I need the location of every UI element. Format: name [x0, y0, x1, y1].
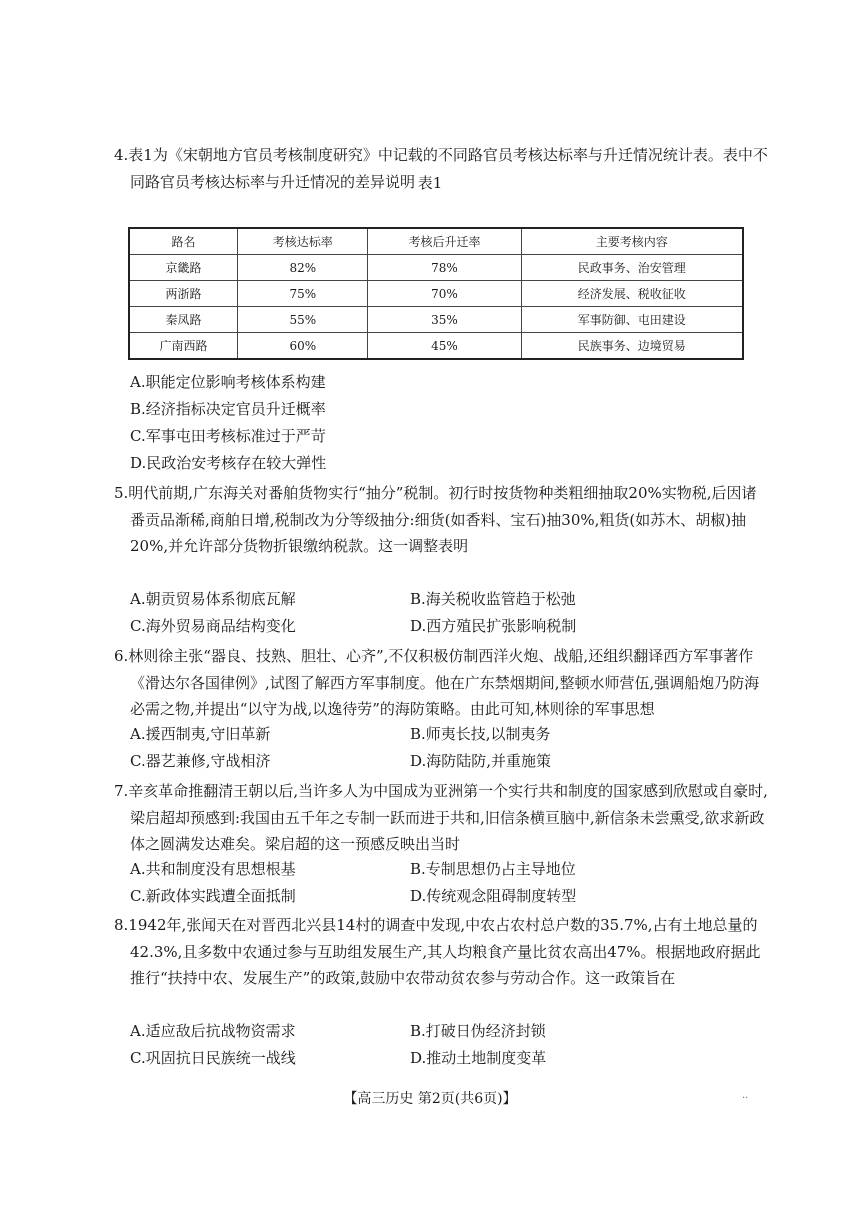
table-cell: 70% [368, 281, 521, 307]
table-row [129, 255, 743, 281]
table-header-row [129, 228, 743, 255]
table-row [129, 333, 743, 360]
q8-option-b: B.打破日伪经济封锁 [410, 1022, 546, 1040]
q5-option-b: B.海关税收监管趋于松弛 [410, 590, 576, 608]
question-6-stem: 6.林则徐主张“器良、技熟、胆壮、心齐”,不仅积极仿制西洋火炮、战船,还组织翻译西方军事著作《滑达尔各国律例》,试图了解西方军事制度。他在广东禁烟期间,整顿水师营伍,强调船炮乃防海必需之物,并提出“以守为战,以逸待劳”的海防策略。由此可知,林则徐的军事思想 [114, 647, 760, 718]
table-row [129, 307, 743, 333]
table-cell: 45% [368, 333, 521, 360]
table-cell: 民族事务、边境贸易 [521, 333, 743, 360]
table-cell: 广南西路 [129, 333, 238, 360]
table-cell: 军事防御、屯田建设 [521, 307, 743, 333]
q8-option-d: D.推动土地制度变革 [410, 1049, 547, 1067]
q5-option-d: D.西方殖民扩张影响税制 [410, 617, 577, 635]
table-cell: 民政事务、治安管理 [521, 255, 743, 281]
table-cell: 35% [368, 307, 521, 333]
q8-option-a: A.适应敌后抗战物资需求 [130, 1022, 296, 1040]
table-cell: 秦凤路 [129, 307, 238, 333]
table-caption: 表1 [417, 174, 443, 192]
q4-option-b: B.经济指标决定官员升迁概率 [130, 400, 326, 418]
q6-option-b: B.师夷长技,以制夷务 [410, 725, 551, 743]
question-4-stem: 4.表1为《宋朝地方官员考核制度研究》中记载的不同路官员考核达标率与升迁情况统计表。表中不同路官员考核达标率与升迁情况的差异说明 [114, 146, 768, 191]
q7-option-a: A.共和制度没有思想根基 [130, 860, 296, 878]
q7-option-c: C.新政体实践遭全面抵制 [130, 887, 296, 905]
q6-option-c: C.器艺兼修,守战相济 [130, 752, 271, 770]
table-header-cell: 考核达标率 [238, 228, 368, 255]
q5-option-a: A.朝贡贸易体系彻底瓦解 [130, 590, 296, 608]
q5-option-c: C.海外贸易商品结构变化 [130, 617, 296, 635]
q4-option-c: C.军事屯田考核标准过于严苛 [130, 427, 326, 445]
table-header-cell: 考核后升迁率 [368, 228, 521, 255]
table-row [129, 281, 743, 307]
table-cell: 75% [238, 281, 368, 307]
table-cell: 经济发展、税收征收 [521, 281, 743, 307]
table-cell: 两浙路 [129, 281, 238, 307]
table-header-cell: 路名 [129, 228, 238, 255]
table-cell: 60% [238, 333, 368, 360]
table-cell: 78% [368, 255, 521, 281]
q8-option-c: C.巩固抗日民族统一战线 [130, 1049, 296, 1067]
page-footer: 【高三历史 第2页(共6页)】 [343, 1091, 517, 1107]
table-cell: 京畿路 [129, 255, 238, 281]
q4-option-d: D.民政治安考核存在较大弹性 [130, 454, 327, 472]
stats-table [128, 227, 744, 360]
q4-option-a: A.职能定位影响考核体系构建 [130, 373, 326, 391]
table-cell: 82% [238, 255, 368, 281]
q6-option-a: A.援西制夷,守旧革新 [130, 725, 271, 743]
corner-mark: .. [742, 1090, 749, 1101]
question-8-stem: 8.1942年,张闻天在对晋西北兴县14村的调查中发现,中农占农村总户数的35.7%,占有土地总量的42.3%,且多数中农通过参与互助组发展生产,其人均粮食产量比贫农高出47%。根据地政府据此推行“扶持中农、发展生产”的政策,鼓励中农带动贫农参与劳动合作。这一政策旨在 [114, 916, 761, 987]
table-cell: 55% [238, 307, 368, 333]
table-header-cell: 主要考核内容 [521, 228, 743, 255]
q6-option-d: D.海防陆防,并重施策 [410, 752, 552, 770]
q7-option-d: D.传统观念阻碍制度转型 [410, 887, 577, 905]
question-5-stem: 5.明代前期,广东海关对番舶货物实行“抽分”税制。初行时按货物种类粗细抽取20%实物税,后因诸番贡品渐稀,商舶日增,税制改为分等级抽分:细货(如香料、宝石)抽30%,粗货(如苏木、胡椒)抽20%,并允许部分货物折银缴纳税款。这一调整表明 [114, 484, 757, 555]
q7-option-b: B.专制思想仍占主导地位 [410, 860, 576, 878]
question-7-stem: 7.辛亥革命推翻清王朝以后,当许多人为中国成为亚洲第一个实行共和制度的国家感到欣慰或自豪时,梁启超却预感到:我国由五千年之专制一跃而进于共和,旧信条横亘脑中,新信条未尝熏受,欲求新政体之圆满发达难矣。梁启超的这一预感反映出当时 [114, 782, 768, 853]
